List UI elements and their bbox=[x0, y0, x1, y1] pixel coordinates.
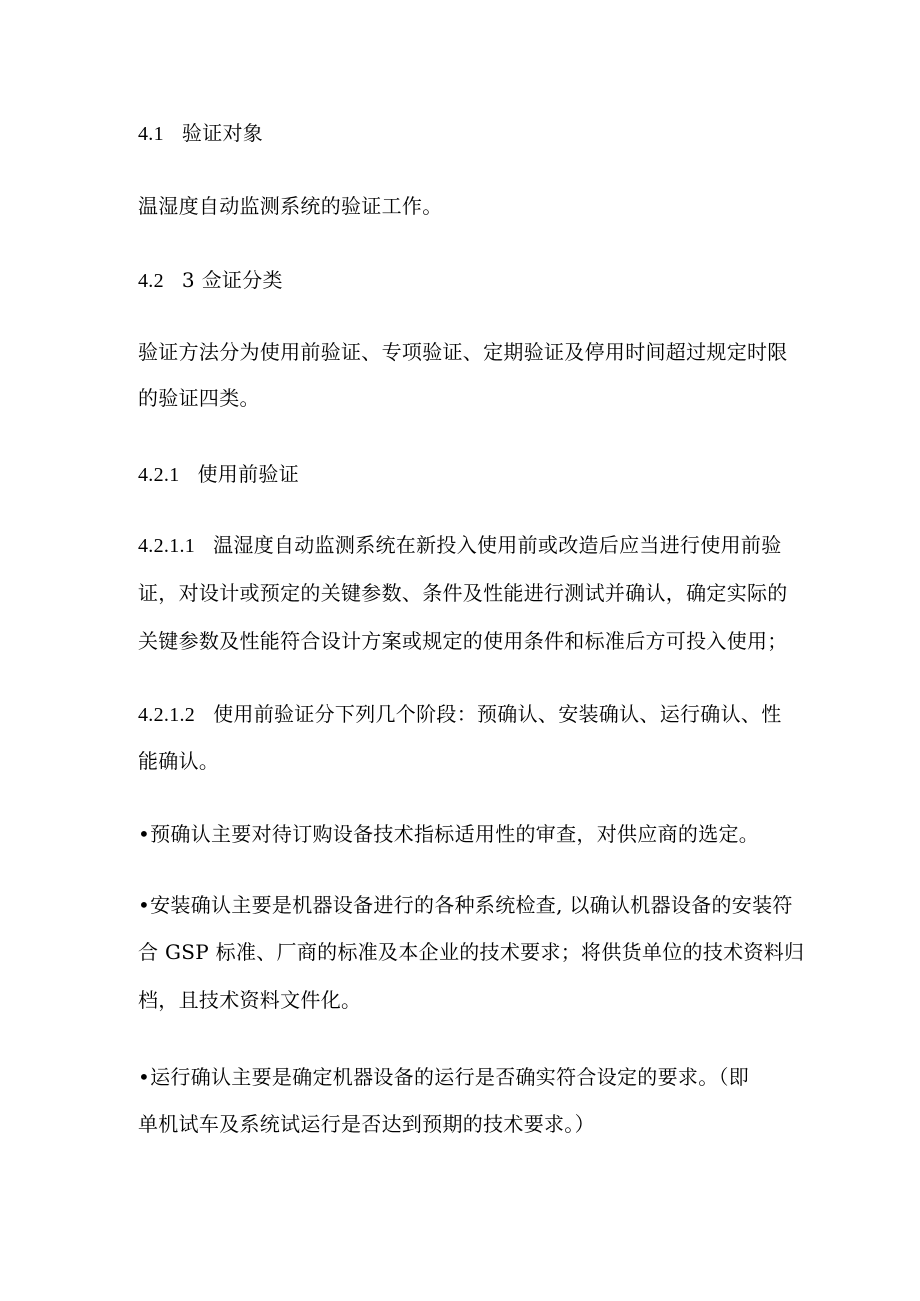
paragraph-line: 档，且技术资料文件化。 bbox=[138, 988, 362, 1012]
clause-number: 4.2.1.1 bbox=[138, 535, 196, 557]
bullet-item: •运行确认主要是确定机器设备的运行是否确实符合设定的要求。（即 bbox=[138, 1065, 750, 1089]
heading-number: 4.2.1 bbox=[138, 464, 180, 486]
paragraph-line: 关键参数及性能符合设计方案或规定的使用条件和标准后方可投入使用； bbox=[138, 629, 788, 653]
paragraph-line: 单机试车及系统试运行是否达到预期的技术要求。） bbox=[138, 1112, 595, 1136]
paragraph-line: 证，对设计或预定的关键参数、条件及性能进行测试并确认，确定实际的 bbox=[138, 581, 788, 605]
bullet-item: •安装确认主要是机器设备进行的各种系统检查, 以确认机器设备的安装符 bbox=[138, 893, 793, 917]
heading-4-1 bbox=[138, 120, 263, 147]
bullet-item: •预确认主要对待订购设备技术指标适用性的审查，对供应商的选定。 bbox=[138, 822, 760, 846]
heading-number: 4.1 bbox=[138, 123, 164, 145]
clause-4-2-1-1 bbox=[138, 532, 782, 559]
clause-text: 温湿度自动监测系统在新投入使用前或改造后应当进行使用前验 bbox=[213, 533, 782, 557]
heading-4-2-1 bbox=[138, 461, 299, 488]
clause-text: 使用前验证分下列几个阶段：预确认、安装确认、运行确认、性 bbox=[213, 702, 782, 726]
paragraph-line: 的验证四类。 bbox=[138, 386, 260, 410]
clause-number: 4.2.1.2 bbox=[138, 704, 196, 726]
heading-4-2 bbox=[138, 267, 283, 294]
heading-title: 验证对象 bbox=[181, 121, 264, 145]
paragraph-line: 能确认。 bbox=[138, 749, 220, 773]
paragraph-line: 验证方法分为使用前验证、专项验证、定期验证及停用时间超过规定时限 bbox=[138, 340, 788, 364]
heading-title: 使用前验证 bbox=[197, 462, 299, 486]
paragraph-line: 合 GSP 标准、厂商的标准及本企业的技术要求；将供货单位的技术资料归 bbox=[138, 940, 805, 964]
clause-4-2-1-2 bbox=[138, 701, 782, 728]
paragraph: 温湿度自动监测系统的验证工作。 bbox=[138, 194, 443, 218]
heading-title: 3 佥证分类 bbox=[181, 268, 283, 292]
heading-number: 4.2 bbox=[138, 270, 164, 292]
